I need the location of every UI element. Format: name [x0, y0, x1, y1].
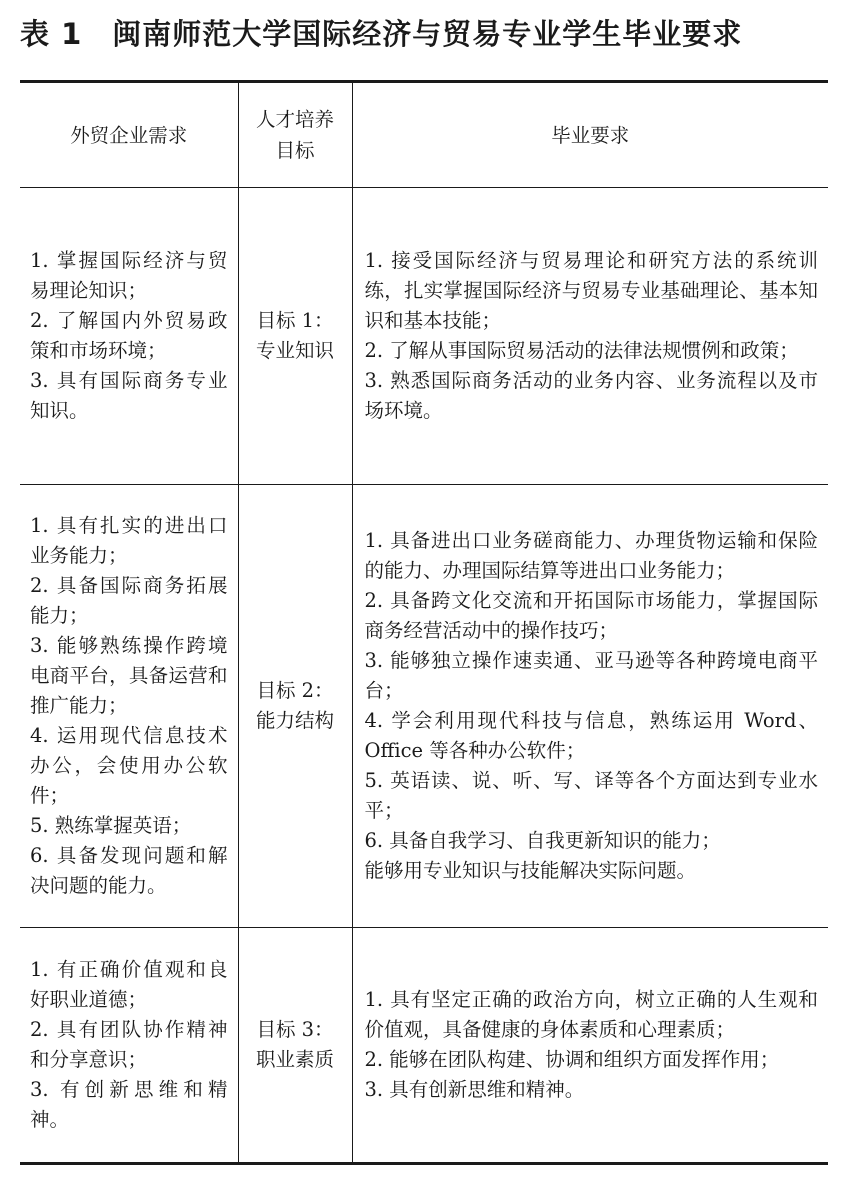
training-goal-cell [238, 188, 352, 485]
requirement-item: 3. 熟悉国际商务活动的业务内容、业务流程以及市场环境。 [364, 369, 818, 422]
table-row [20, 928, 828, 1164]
table-header-row [20, 82, 828, 188]
goal-name: 专业知识 [255, 339, 334, 362]
need-item: 1. 具有扎实的进出口业务能力； [30, 514, 228, 567]
requirement-item: 能够用专业知识与技能解决实际问题。 [364, 859, 697, 882]
goal-label: 目标 1： [256, 309, 334, 332]
header-training-goal [238, 82, 352, 188]
requirement-item: 3. 具有创新思维和精神。 [364, 1078, 585, 1101]
need-item: 1. 有正确价值观和良好职业道德； [30, 958, 228, 1011]
need-item: 2. 具有团队协作精神和分享意识； [30, 1018, 228, 1071]
requirement-item: 3. 能够独立操作速卖通、亚马逊等各种跨境电商平台； [364, 649, 818, 702]
need-item: 5. 熟练掌握英语； [30, 814, 192, 837]
requirement-item: 6. 具备自我学习、自我更新知识的能力； [364, 829, 721, 852]
requirement-item: 5. 英语读、说、听、写、译等各个方面达到专业水平； [364, 769, 818, 822]
enterprise-needs-cell [20, 485, 238, 928]
requirement-item: 2. 能够在团队构建、协调和组织方面发挥作用； [364, 1048, 780, 1071]
enterprise-needs-cell [20, 188, 238, 485]
header-graduation-requirements: 毕业要求 [352, 82, 828, 188]
requirement-item: 4. 学会利用现代科技与信息，熟练运用 Word、Office 等各种办公软件； [364, 709, 818, 762]
table-row [20, 485, 828, 928]
training-goal-cell [238, 485, 352, 928]
need-item: 2. 具备国际商务拓展能力； [30, 574, 228, 627]
requirement-item: 2. 具备跨文化交流和开拓国际市场能力，掌握国际商务经营活动中的操作技巧； [364, 589, 818, 642]
need-item: 3. 具有国际商务专业知识。 [30, 369, 228, 422]
goal-label: 目标 2： [256, 679, 334, 702]
graduation-requirements-cell [352, 928, 828, 1164]
graduation-requirements-cell [352, 485, 828, 928]
table-number: 表 1 [20, 17, 83, 51]
need-item: 4. 运用现代信息技术办公，会使用办公软件； [30, 724, 228, 807]
graduation-requirements-cell [352, 188, 828, 485]
need-item: 3. 能够熟练操作跨境电商平台，具备运营和推广能力； [30, 634, 228, 717]
table-title-text: 闽南师范大学国际经济与贸易专业学生毕业要求 [112, 17, 743, 51]
enterprise-needs-cell [20, 928, 238, 1164]
table-row [20, 188, 828, 485]
header-training-goal-text: 人才培养目标 [255, 108, 334, 162]
need-item: 2. 了解国内外贸易政策和市场环境； [30, 309, 228, 362]
requirement-item: 1. 具有坚定正确的政治方向，树立正确的人生观和价值观，具备健康的身体素质和心理素质； [364, 988, 818, 1041]
header-enterprise-needs: 外贸企业需求 [20, 82, 238, 188]
training-goal-cell [238, 928, 352, 1164]
need-item: 1. 掌握国际经济与贸易理论知识； [30, 249, 228, 302]
goal-name: 职业素质 [255, 1048, 334, 1071]
table-title [20, 12, 742, 53]
goal-label: 目标 3： [256, 1018, 334, 1041]
goal-name: 能力结构 [255, 709, 334, 732]
need-item: 6. 具备发现问题和解决问题的能力。 [30, 844, 228, 897]
need-item: 3. 有创新思维和精神。 [30, 1078, 228, 1131]
requirement-item: 1. 接受国际经济与贸易理论和研究方法的系统训练，扎实掌握国际经济与贸易专业基础理论、基本知识和基本技能； [364, 249, 818, 332]
requirement-item: 2. 了解从事国际贸易活动的法律法规惯例和政策； [364, 339, 799, 362]
graduation-requirements-table [20, 80, 828, 1165]
requirement-item: 1. 具备进出口业务磋商能力、办理货物运输和保险的能力、办理国际结算等进出口业务能力； [364, 529, 818, 582]
